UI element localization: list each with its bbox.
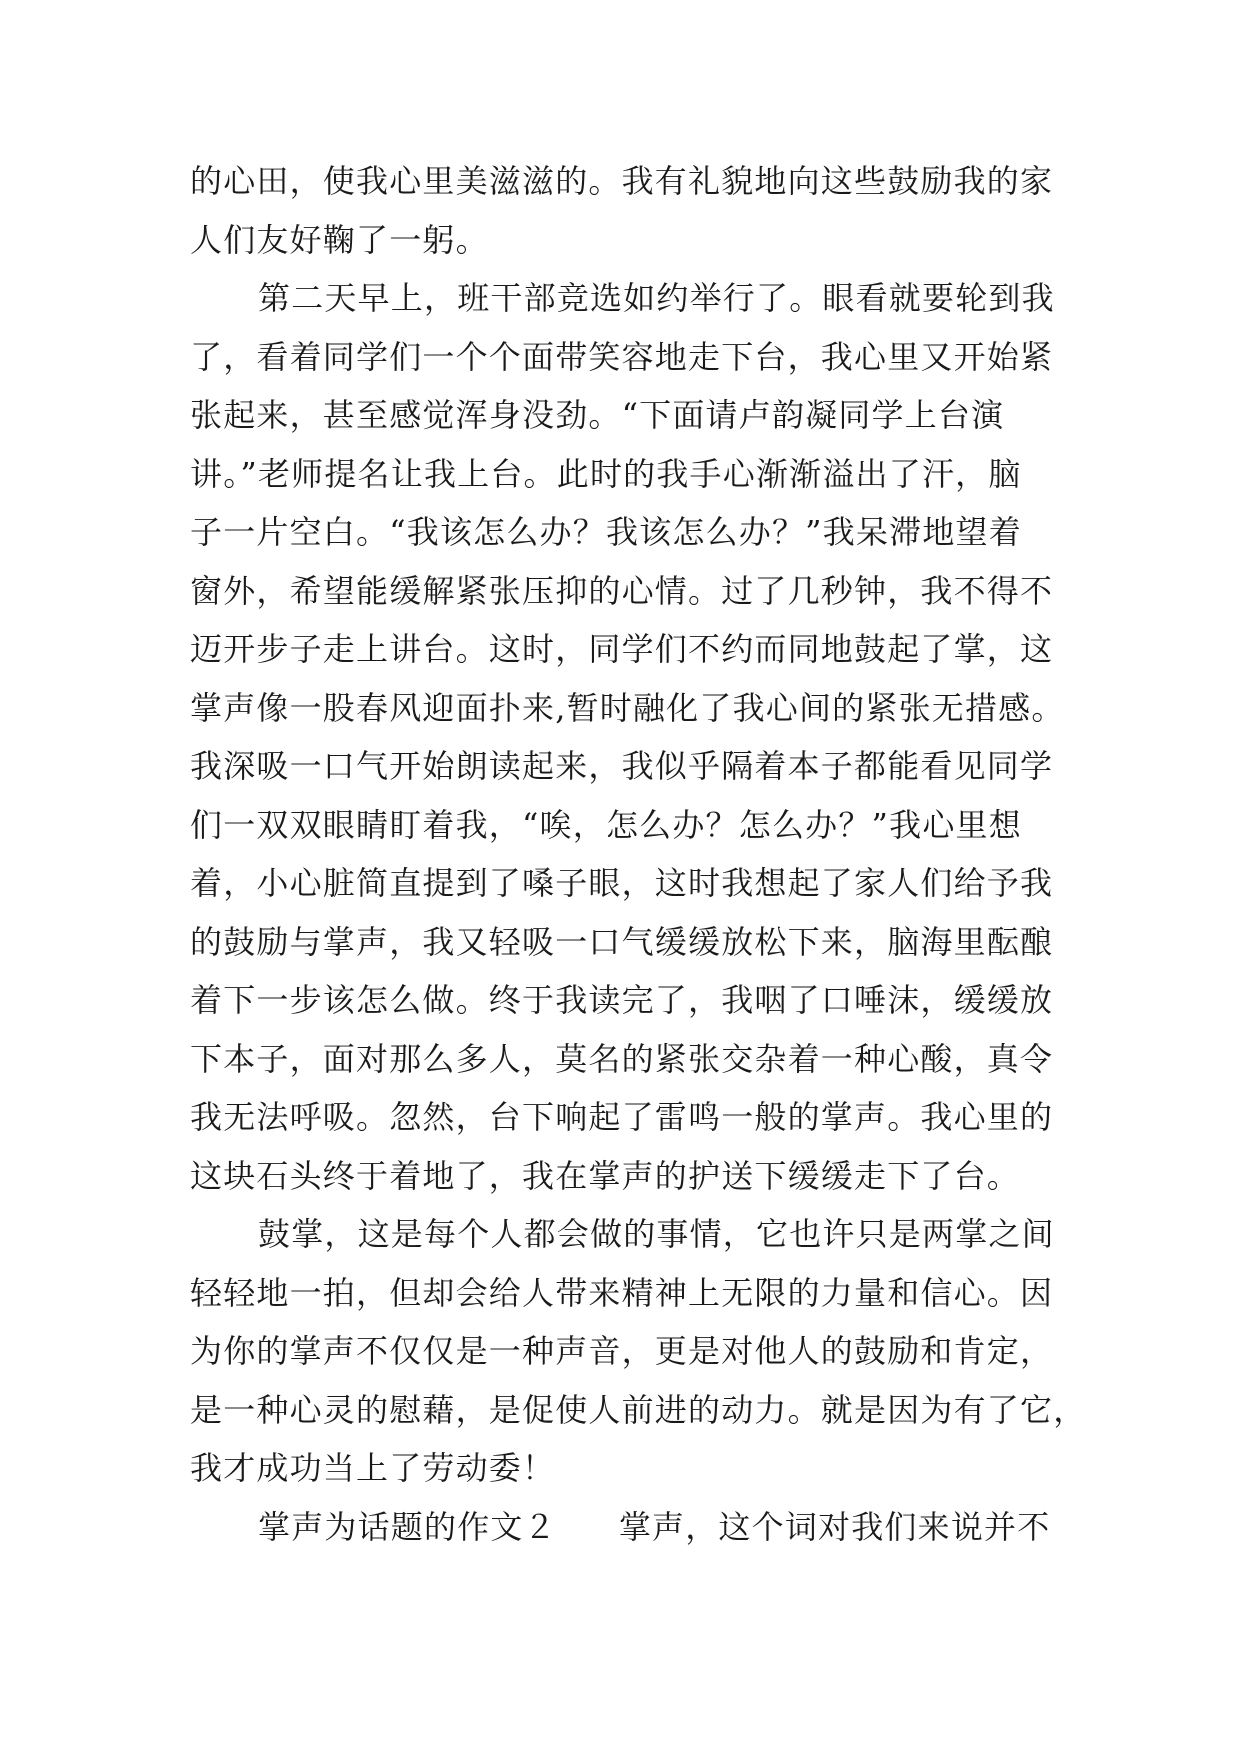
text-line: 鼓掌，这是每个人都会做的事情，它也许只是两掌之间 xyxy=(258,1215,1055,1253)
text-line: 迈开步子走上讲台。这时，同学们不约而同地鼓起了掌，这 xyxy=(190,630,1054,668)
text-line: 子一片空白。“我该怎么办？我该怎么办？”我呆滞地望着 xyxy=(190,513,1022,551)
text-line: 的心田，使我心里美滋滋的。我有礼貌地向这些鼓励我的家 xyxy=(190,162,1054,200)
text-line: 着下一步该怎么做。终于我读完了，我咽了口唾沫，缓缓放 xyxy=(190,981,1054,1019)
text-line: 掌声像一股春风迎面扑来,暂时融化了我心间的紧张无措感。 xyxy=(190,688,1065,727)
text-line: 我无法呼吸。忽然，台下响起了雷鸣一般的掌声。我心里的 xyxy=(190,1098,1054,1136)
text-line: 为你的掌声不仅仅是一种声音，更是对他人的鼓励和肯定， xyxy=(190,1332,1054,1370)
document-page xyxy=(190,152,1087,1556)
text-line: 窗外，希望能缓解紧张压抑的心情。过了几秒钟，我不得不 xyxy=(190,571,1054,610)
text-line: 着，小心脏简直提到了嗓子眼，这时我想起了家人们给予我 xyxy=(190,864,1054,902)
text-line: 了，看着同学们一个个面带笑容地走下台，我心里又开始紧 xyxy=(190,337,1054,376)
text-line: 的鼓励与掌声，我又轻吸一口气缓缓放松下来，脑海里酝酿 xyxy=(190,922,1054,961)
text-line: 这块石头终于着地了，我在掌声的护送下缓缓走下了台。 xyxy=(190,1156,1021,1195)
text-line: 讲。”老师提名让我上台。此时的我手心渐渐溢出了汗，脑 xyxy=(190,454,1022,493)
text-line: 是一种心灵的慰藉，是促使人前进的动力。就是因为有了它， xyxy=(190,1390,1087,1429)
essay-heading-line xyxy=(190,1498,1060,1557)
text-line: 第二天早上，班干部竞选如约举行了。眼看就要轮到我 xyxy=(258,279,1055,317)
essay-opening-text: 掌声，这个词对我们来说并不 xyxy=(618,1507,1051,1546)
essay-title: 掌声为话题的作文２ xyxy=(258,1507,557,1546)
text-line: 轻轻地一拍，但却会给人带来精神上无限的力量和信心。因 xyxy=(190,1273,1054,1312)
text-line: 张起来，甚至感觉浑身没劲。“下面请卢韵凝同学上台演 xyxy=(190,396,1005,434)
text-line: 我才成功当上了劳动委！ xyxy=(190,1449,556,1487)
text-line: 我深吸一口气开始朗读起来，我似乎隔着本子都能看见同学 xyxy=(190,747,1054,785)
text-line: 人们友好鞠了一躬。 xyxy=(190,220,489,259)
text-line: 们一双双眼睛盯着我，“唉，怎么办？怎么办？”我心里想 xyxy=(190,805,1022,844)
document-body xyxy=(190,152,1087,1498)
text-line: 下本子，面对那么多人，莫名的紧张交杂着一种心酸，真令 xyxy=(190,1039,1054,1078)
